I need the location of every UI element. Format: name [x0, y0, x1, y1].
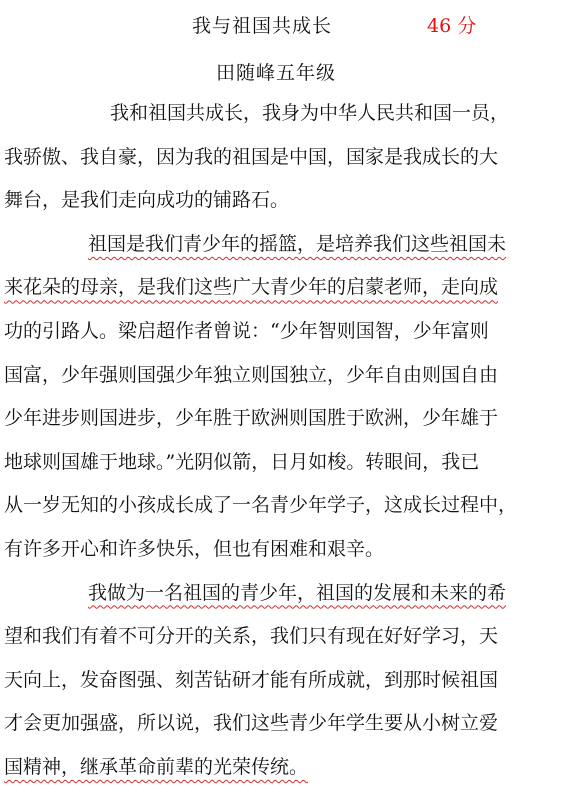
text-line [4, 572, 574, 616]
text-line-content: 我做为一名祖国的青少年，祖国的发展和未来的希 [88, 581, 507, 604]
score-mark: 46 分 [427, 15, 477, 37]
text-line: 我骄傲、我自豪，因为我的祖国是中国，国家是我成长的大 [4, 145, 499, 168]
paragraph-2 [4, 223, 574, 572]
text-line: 国富，少年强则国强少年独立则国独立，少年自由则国自由 [4, 363, 499, 386]
text-line: 地球则国雄于地球。”光阴似箭，日月如梭。转眼间，我已 [4, 450, 480, 473]
text-line: 少年进步则国进步，少年胜于欧洲则国胜于欧洲，少年雄于 [4, 407, 499, 430]
paragraph-3 [4, 572, 574, 790]
title-row [0, 11, 581, 41]
text-line: 才会更加强盛，所以说，我们这些青少年学生要从小树立爱 [4, 712, 499, 735]
text-line: 从一岁无知的小孩成长成了一名青少年学子，这成长过程中， [4, 494, 518, 517]
text-line: 天向上，发奋图强、刻苦钻研才能有所成就，到那时候祖国 [4, 668, 499, 691]
text-line-content: 国精神，继承革命前辈的光荣传统。 [4, 755, 309, 778]
essay-title: 我与祖国共成长 [192, 15, 333, 37]
text-line [4, 223, 574, 267]
author-line: 田随峰五年级 [216, 62, 337, 84]
text-line-content: 祖国是我们青少年的摇篮，是培养我们这些祖国未 [88, 232, 507, 255]
text-line: 我和祖国共成长，我身为中华人民共和国一员， [110, 102, 510, 124]
text-line: 有许多开心和许多快乐，但也有困难和艰辛。 [4, 537, 385, 560]
text-line-content: 来花朵的母亲，是我们这些广大青少年的启蒙老师，走向成 [4, 276, 499, 299]
essay-body [4, 92, 574, 790]
text-line [4, 746, 574, 790]
text-line: 功的引路人。梁启超作者曾说：“少年智则国智，少年富则 [4, 319, 489, 342]
paragraph-1 [4, 92, 574, 223]
text-line: 舞台，是我们走向成功的铺路石。 [4, 189, 290, 212]
text-line [4, 266, 574, 310]
text-line: 望和我们有着不可分开的关系，我们只有现在好好学习，天 [4, 625, 499, 648]
